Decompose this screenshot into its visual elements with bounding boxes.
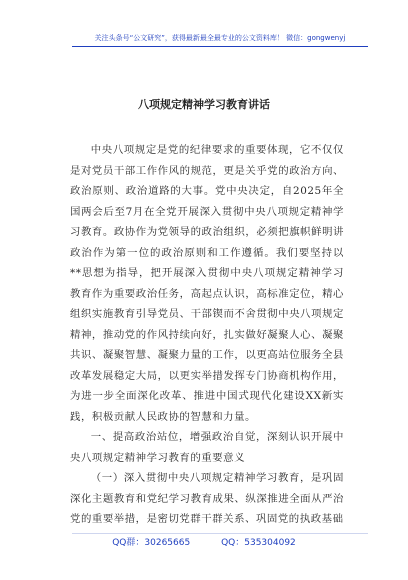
document-body <box>70 140 344 530</box>
header-promo-note: 关注头条号“公文研究”，获得最新最全最专业的公文资料库！ 微信：gongwenyj <box>94 34 346 42</box>
paragraph-section-heading: 一、提高政治站位，增强政治自觉，深刻认识开展中央八项规定精神学习教育的重要意义 <box>70 431 344 464</box>
footer-contact <box>0 535 408 548</box>
footer-qq: QQ：535304092 <box>221 538 296 548</box>
document-title: 八项规定精神学习教育讲话 <box>138 98 270 111</box>
footer-qq-group: QQ群：30265665 <box>112 538 191 548</box>
paragraph-intro: 中央八项规定是党的纪律要求的重要体现，它不仅仅是对党员干部工作作风的规范，更是关乎党的政治方向、政治原则、政治道路的大事。党中央决定，自2025年全国两会后至7月在全党开展深入贯彻中央八项规定精神学习教育。政协作为党领导的政治组织，必须把旗帜鲜明讲政治作为第一位的政治原则和工作遵循。我们要坚持以**思想为指导，把开展深入贯彻中央八项规定精神学习教育作为重要政治任务，高起点认识，高标准定位，精心组织实施教育引导党员、干部锲而不舍贯彻中央八项规定精神，推动党的作风持续向好，扎实做好凝聚人心、凝聚共识、凝聚智慧、凝聚力量的工作，以更高站位服务全县改革发展稳定大局，以更实举措发挥专门协商机构作用，为进一步全面深化改革、推进中国式现代化建设XX新实践，积极贡献人民政协的智慧和力量。 <box>70 144 344 423</box>
header-divider <box>72 46 368 47</box>
paragraph-subsection: （一）深入贯彻中央八项规定精神学习教育，是巩固深化主题教育和党纪学习教育成果、纵深推进全面从严治党的重要举措，是密切党群干群关系、巩固党的执政基础 <box>70 472 344 525</box>
footer-divider <box>72 533 368 534</box>
